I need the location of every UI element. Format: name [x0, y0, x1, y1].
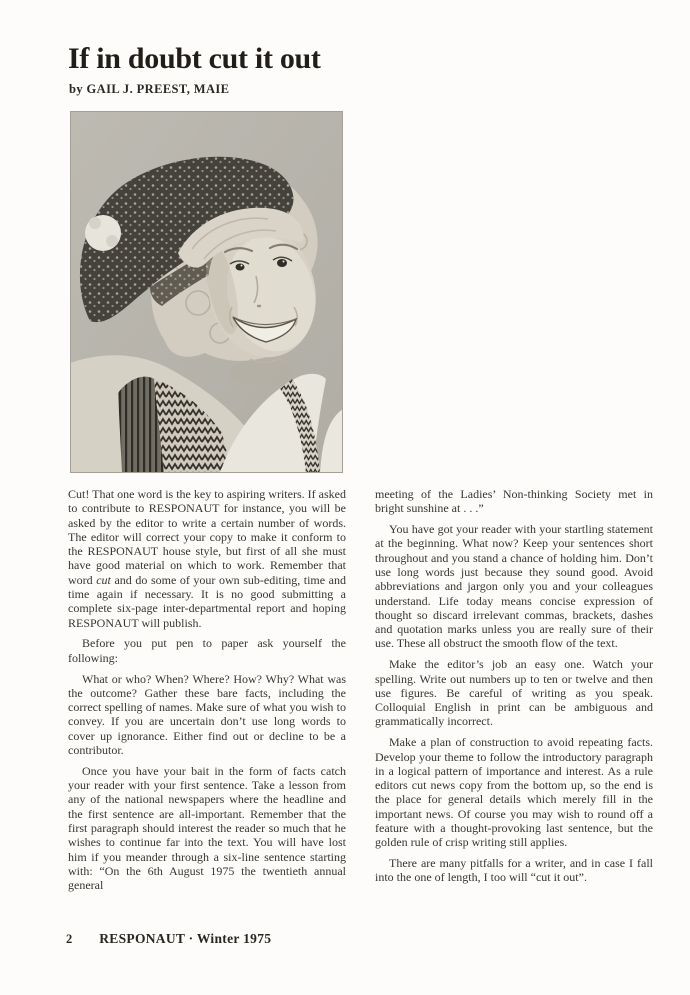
paragraph: Make the editor’s job an easy one. Watch your spelling. Write out numbers up to ten or twelve and then use figures. Be careful of writing as you speak. Colloquial English in print can be ambiguous and grammatically incorrect.: [375, 657, 653, 729]
page-footer: [66, 931, 271, 947]
paragraph: Cut! That one word is the key to aspiring writers. If asked to contribute to RESPONAUT for instance, you will be asked by the editor to write a certain number of words. The editor will correct your copy to make it conform to the RESPONAUT house style, but first of all she must have good material on which to work. Remember that word cut and do some of your own sub-editing, time and time again if necessary. It is no good submitting a complete six-page inter-departmental report and hoping RESPONAUT will publish.: [68, 487, 346, 630]
article-body: [68, 487, 653, 899]
article-title: If in doubt cut it out: [68, 42, 321, 75]
portrait-photo-illustration: [70, 111, 343, 473]
page-number: 2: [66, 932, 73, 946]
footer-text: RESPONAUT · Winter 1975: [99, 931, 272, 946]
paragraph: Once you have your bait in the form of facts catch your reader with your first sentence. Take a lesson from any of the national newspapers where the headline and the first sentence are all-important. Remember that the first paragraph should interest the reader so much that he wishes to continue far into the text. You will have lost him if you meander through a six-line sentence starting with: “On the 6th August 1975 the twentieth annual general: [68, 763, 346, 893]
paragraph: You have got your reader with your startling statement at the beginning. What now? Keep your sentences short throughout and you stand a chance of holding him. Don’t use long words just because they sound good. Avoid abbreviations and jargon only you and your colleagues understand. Life today means concise expression of thought so discard irrelevant commas, brackets, dashes and quotation marks unless you are really sure of their use. These all obstruct the smooth flow of the text.: [375, 522, 653, 651]
paragraph: meeting of the Ladies’ Non-thinking Society met in bright sunshine at . . .”: [375, 487, 653, 516]
paragraph: Make a plan of construction to avoid repeating facts. Develop your theme to follow the introductory paragraph in a logical pattern of importance and interest. As a rule editors cut news copy from the bottom up, so the end is the place for general details which merely fill in the important news. Of course you may wish to round off a feature with a thought-provoking last sentence, but the golden rule of crisp writing still applies.: [375, 735, 653, 850]
portrait-photo: [70, 111, 343, 473]
text-column-right: [375, 487, 653, 899]
paragraph: There are many pitfalls for a writer, and in case I fall into the one of length, I too will “cut it out”.: [375, 856, 653, 885]
paragraph: What or who? When? Where? How? Why? What was the outcome? Gather these bare facts, including the correct spelling of names. Make sure of what you wish to convey. If you are uncertain don’t use long words to cover up ignorance. Either find out or decline to be a contributor.: [68, 671, 346, 758]
article-byline: by GAIL J. PREEST, MAIE: [69, 82, 230, 96]
paragraph: Before you put pen to paper ask yourself the following:: [68, 636, 346, 665]
text-column-left: [68, 487, 346, 899]
